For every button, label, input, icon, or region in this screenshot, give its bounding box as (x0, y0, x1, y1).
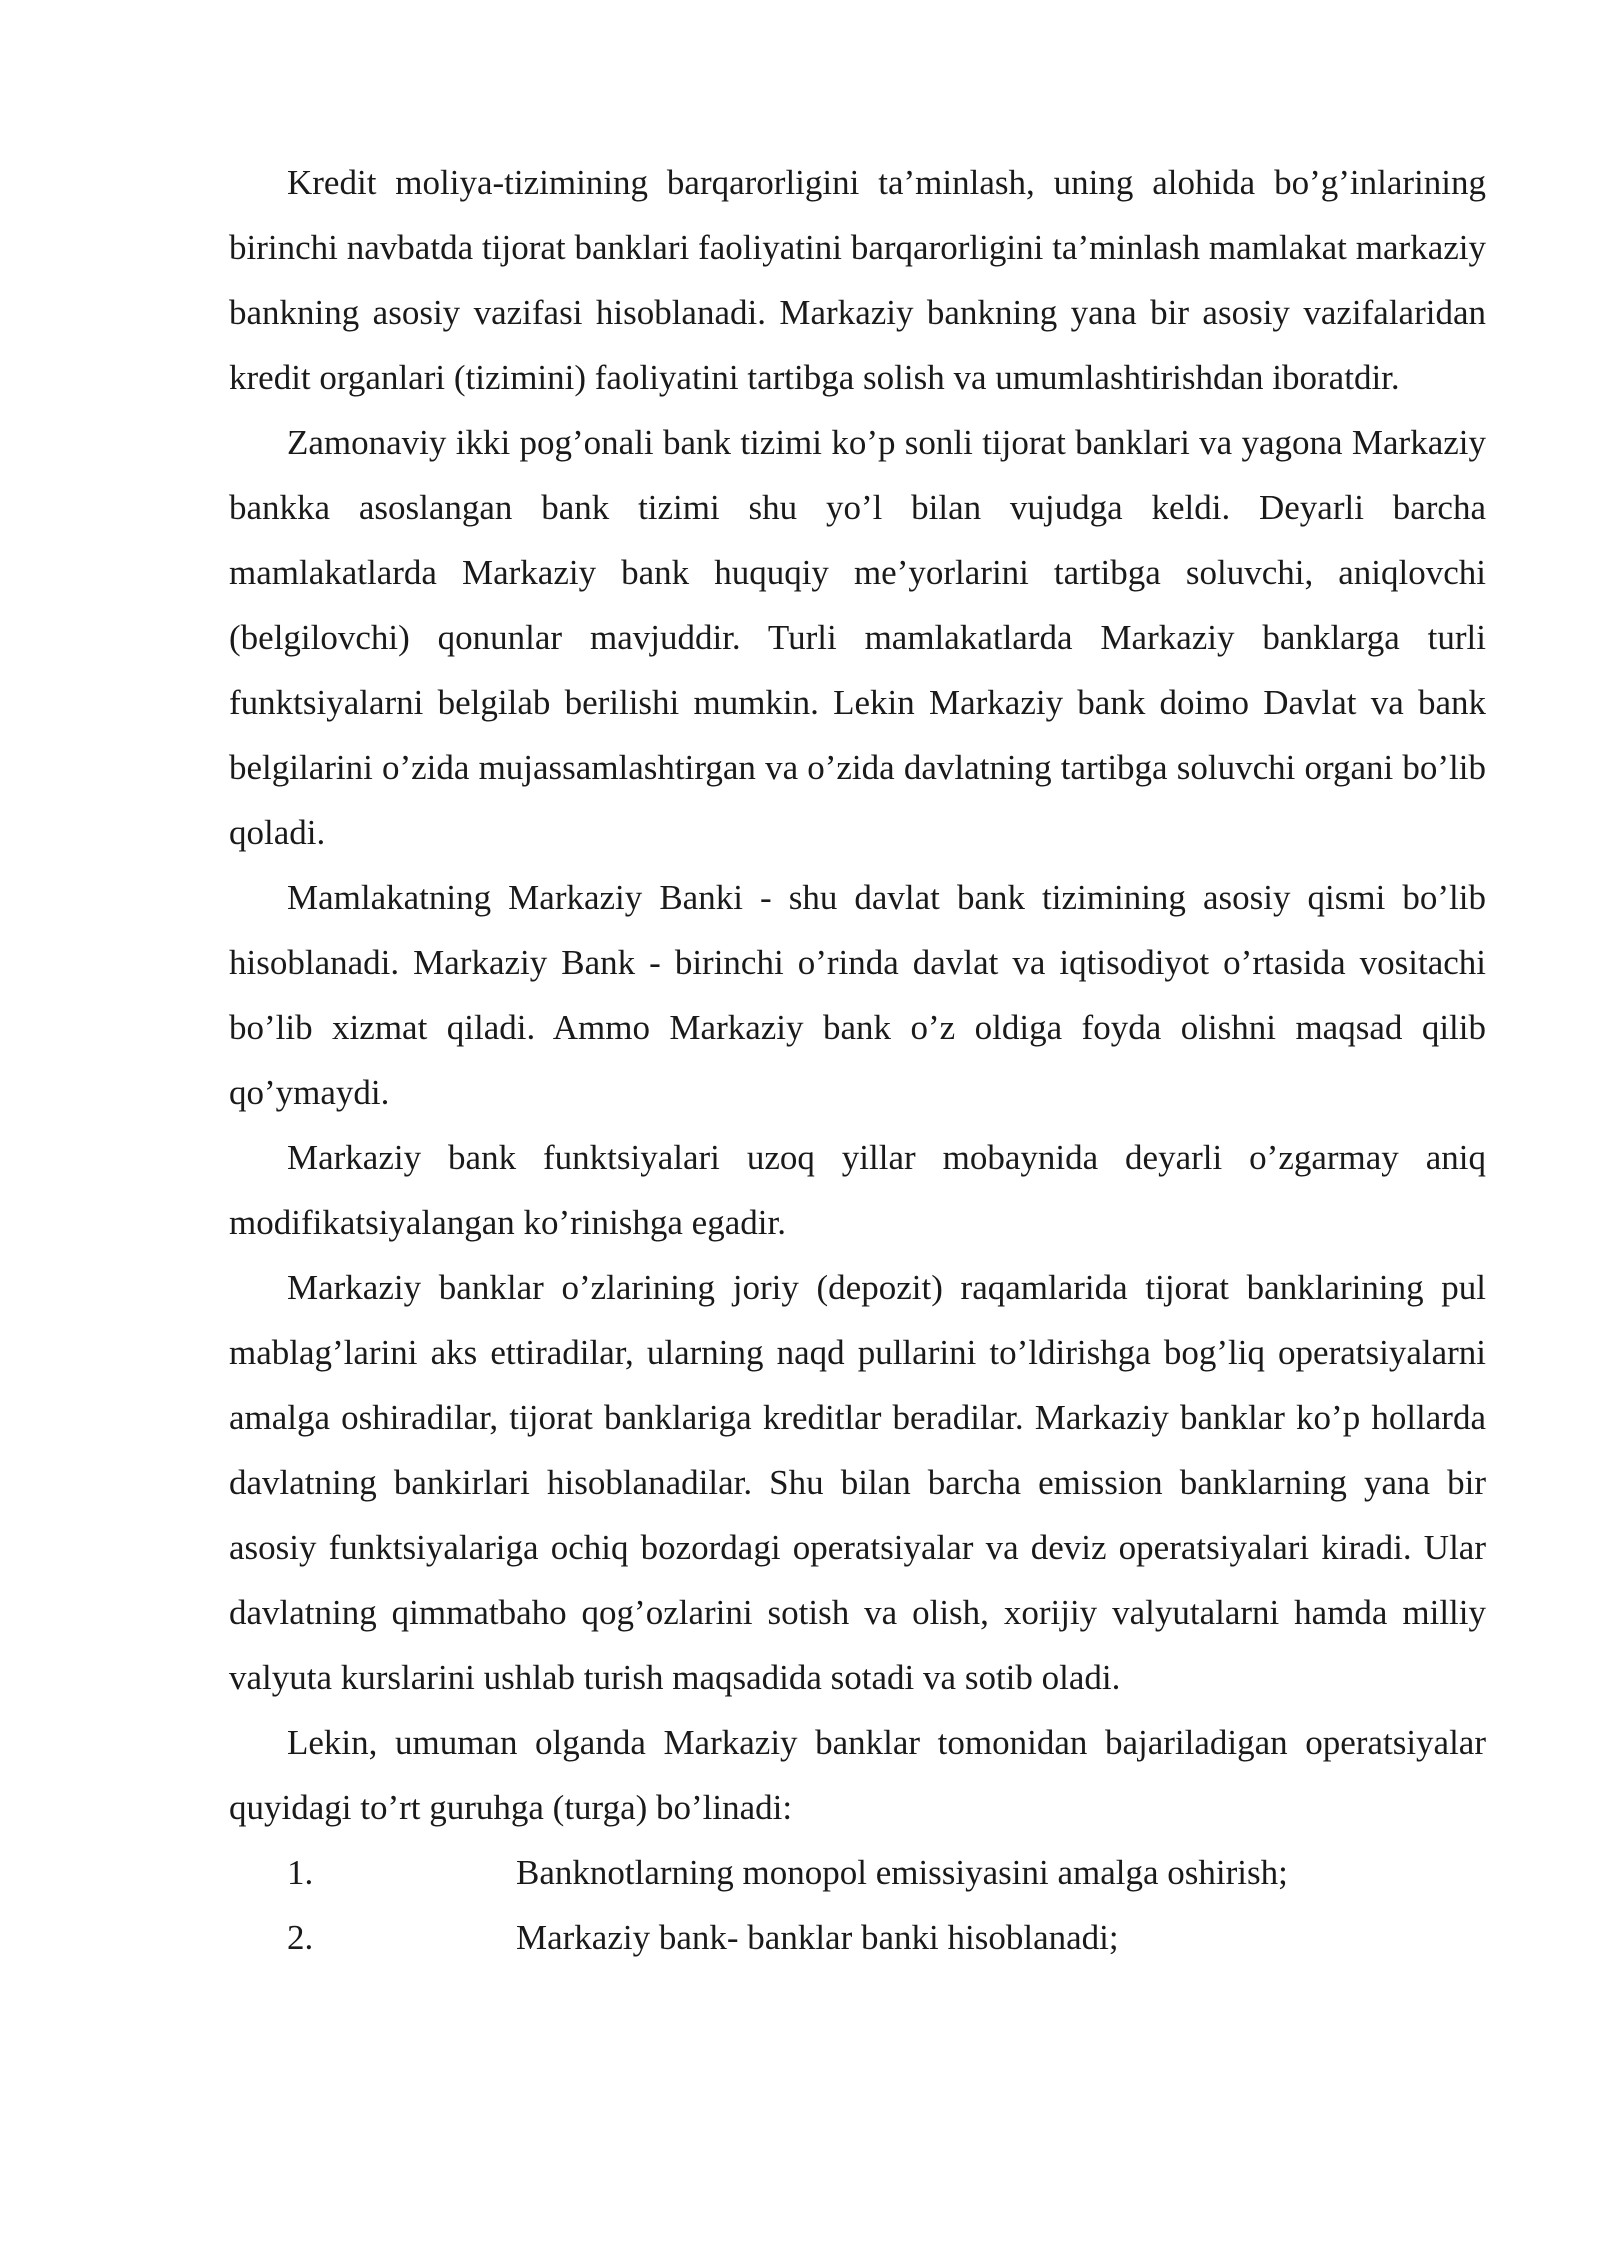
paragraph-4: Markaziy bank funktsiyalari uzoq yillar mobaynida deyarli o’zgarmay aniq modifikatsiyalangan ko’rinishga egadir. (229, 1138, 1486, 1242)
paragraph-3: Mamlakatning Markaziy Banki - shu davlat bank tizimining asosiy qismi bo’lib hisoblanadi. Markaziy Bank - birinchi o’rinda davlat va iqtisodiyot o’rtasida vositachi bo’lib xizmat qiladi. Ammo Markaziy bank o’z oldiga foyda olishni maqsad qilib qo’ymaydi. (229, 878, 1486, 1112)
document-body (229, 150, 1486, 1970)
paragraph-6: Lekin, umuman olganda Markaziy banklar tomonidan bajariladigan operatsiyalar quyidagi to’rt guruhga (turga) bo’linadi: (229, 1723, 1486, 1827)
list-item-number: 2. (287, 1918, 314, 1957)
list-item-text: Markaziy bank- banklar banki hisoblanadi; (516, 1918, 1119, 1957)
paragraph-5: Markaziy banklar o’zlarining joriy (depozit) raqamlarida tijorat banklarining pul mablag’larini aks ettiradilar, ularning naqd pullarini to’ldirishga bog’liq operatsiyalarni amalga oshiradilar, tijorat banklariga kreditlar beradilar. Markaziy banklar ko’p hollarda davlatning bankirlari hisoblanadilar. Shu bilan barcha emission banklarning yana bir asosiy funktsiyalariga ochiq bozordagi operatsiyalar va deviz operatsiyalari kiradi. Ular davlatning qimmatbaho qog’ozlarini sotish va olish, xorijiy valyutalarni hamda milliy valyuta kurslarini ushlab turish maqsadida sotadi va sotib oladi. (229, 1268, 1486, 1697)
list-item-text: Banknotlarning monopol emissiyasini amalga oshirish; (516, 1853, 1288, 1892)
list-item (229, 1905, 1486, 1970)
list-item (229, 1840, 1486, 1905)
paragraph-2: Zamonaviy ikki pog’onali bank tizimi ko’p sonli tijorat banklari va yagona Markaziy bankka asoslangan bank tizimi shu yo’l bilan vujudga keldi. Deyarli barcha mamlakatlarda Markaziy bank huquqiy me’yorlarini tartibga soluvchi, aniqlovchi (belgilovchi) qonunlar mavjuddir. Turli mamlakatlarda Markaziy banklarga turli funktsiyalarni belgilab berilishi mumkin. Lekin Markaziy bank doimo Davlat va bank belgilarini o’zida mujassamlashtirgan va o’zida davlatning tartibga soluvchi organi bo’lib qoladi. (229, 423, 1486, 852)
list-item-number: 1. (287, 1853, 314, 1892)
paragraph-1: Kredit moliya-tizimining barqarorligini ta’minlash, uning alohida bo’g’inlarining birinchi navbatda tijorat banklari faoliyatini barqarorligini ta’minlash mamlakat markaziy bankning asosiy vazifasi hisoblanadi. Markaziy bankning yana bir asosiy vazifalaridan kredit organlari (tizimini) faoliyatini tartibga solish va umumlashtirishdan iboratdir. (229, 163, 1486, 397)
